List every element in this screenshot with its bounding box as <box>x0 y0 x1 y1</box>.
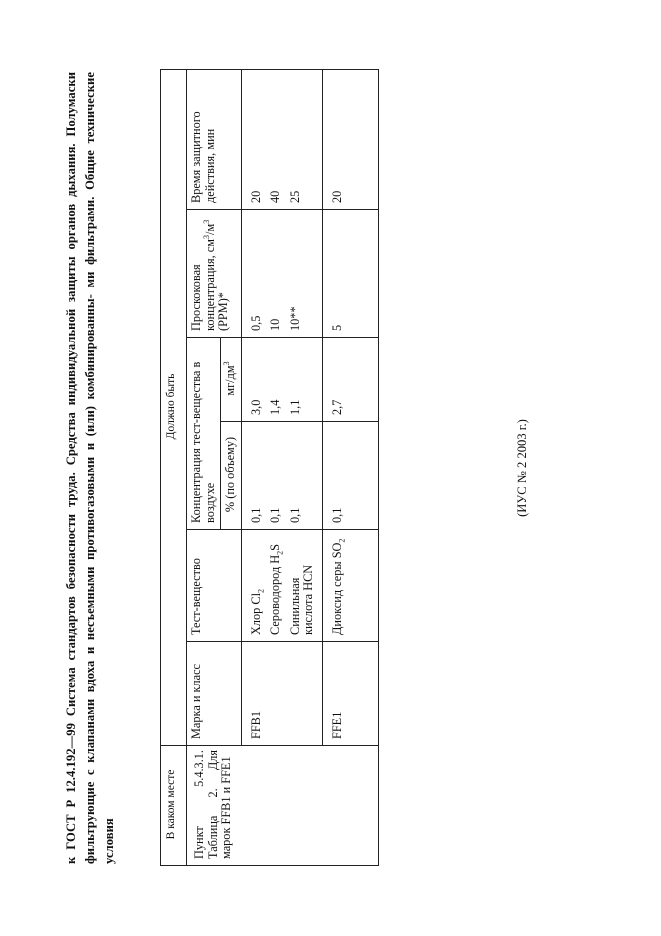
ppm-cell <box>241 210 266 338</box>
substance-name: Хлор Cl <box>248 592 263 635</box>
ppm-value: 0,5 <box>248 315 263 331</box>
ppm-value: 5 <box>329 324 344 331</box>
mg-value: 2,7 <box>329 399 344 415</box>
header-substance-label: Тест-вещество <box>189 558 203 635</box>
substance-cell <box>266 530 286 642</box>
substance-name: Синильная кислота HCN <box>287 564 315 635</box>
ppm-value: 10** <box>287 306 302 331</box>
header-breakthrough-label: Проскоковая концентрация, см <box>189 238 217 331</box>
mg-cell <box>322 338 378 422</box>
header-conc-mg-sup: 3 <box>221 361 231 366</box>
header-breakthrough <box>187 210 242 338</box>
time-value: 40 <box>268 190 282 203</box>
header-breakthrough-ppm: (PPM)* <box>216 292 230 331</box>
heading-line-2: дыхания. Полумаски фильтрующие с клапанами вдоха и несъемными противогазовыми и (или) комбинированны- <box>64 72 97 864</box>
mg-cell <box>286 338 323 422</box>
time-value: 20 <box>248 190 263 203</box>
mark-cell-ffe1 <box>322 642 378 746</box>
ppm-value: 10 <box>268 318 282 331</box>
ppm-cell <box>322 210 378 338</box>
substance-subscript: 2 <box>275 550 285 555</box>
mg-value: 1,4 <box>268 399 282 415</box>
footnote: (ИУС № 2 2003 г.) <box>515 419 529 517</box>
substance-name: Диоксид серы SO <box>329 542 344 635</box>
substance-cell <box>322 530 378 642</box>
header-mark <box>187 642 242 746</box>
pct-cell <box>286 422 323 530</box>
mg-cell <box>241 338 266 422</box>
header-concentration <box>187 338 221 530</box>
col-should-header: Должно быть <box>161 69 187 745</box>
header-breakthrough-sup-2: 3 <box>201 219 211 224</box>
substance-name: Сероводород H <box>268 554 282 635</box>
header-breakthrough-sup-1: 3 <box>201 234 211 239</box>
time-cell <box>286 69 323 209</box>
mark-ffe1: FFE1 <box>329 711 344 739</box>
header-time <box>187 69 242 209</box>
mg-value: 1,1 <box>287 399 302 415</box>
amendment-table <box>160 69 379 866</box>
time-cell <box>322 69 378 209</box>
pct-cell <box>241 422 266 530</box>
ppm-cell <box>286 210 323 338</box>
header-conc-percent <box>221 422 242 530</box>
mark-ffb1: FFB1 <box>248 710 263 739</box>
pct-cell <box>266 422 286 530</box>
mg-value: 3,0 <box>248 399 263 415</box>
pct-cell <box>322 422 378 530</box>
time-value: 25 <box>287 190 302 203</box>
pct-value: 0,1 <box>248 507 263 523</box>
time-cell <box>241 69 266 209</box>
substance-name-suffix: S <box>268 543 282 551</box>
heading-line-3: ми фильтрами. Общие технические условия <box>83 72 116 864</box>
heading-line-1: к ГОСТ Р 12.4.192—99 Система стандартов безопасности труда. Средства индивидуальной защиты органов <box>64 203 78 864</box>
pct-value: 0,1 <box>329 507 344 523</box>
substance-subscript: 2 <box>255 588 265 593</box>
substance-subscript: 2 <box>336 538 346 543</box>
place-text: Пункт 5.4.3.1. Таблица 2. Для марок FFB1 и FFE1 <box>192 750 233 859</box>
place-cell <box>187 746 379 866</box>
table-header-row-2 <box>187 69 221 865</box>
table-header-row-1 <box>161 69 187 865</box>
header-time-label: Время защитного действия, мин <box>189 111 217 203</box>
pct-value: 0,1 <box>287 507 302 523</box>
table-spacer <box>378 69 379 745</box>
substance-cell <box>241 530 266 642</box>
time-value: 20 <box>329 190 344 203</box>
header-breakthrough-mid: /м <box>202 223 217 235</box>
substance-cell <box>286 530 323 642</box>
document-heading <box>62 72 119 864</box>
ppm-cell <box>266 210 286 338</box>
header-substance <box>187 530 242 642</box>
mark-cell-ffb1 <box>241 642 322 746</box>
col-where-header: В каком месте <box>161 746 187 866</box>
header-concentration-label: Концентрация тест-вещества в воздухе <box>189 361 217 523</box>
pct-value: 0,1 <box>268 507 282 523</box>
time-cell <box>266 69 286 209</box>
header-mark-label: Марка и класс <box>189 663 203 739</box>
mg-cell <box>266 338 286 422</box>
header-conc-percent-label: % (по объему) <box>223 436 237 513</box>
header-conc-mg-label: мг/дм <box>223 365 237 396</box>
header-conc-mg <box>221 338 242 422</box>
